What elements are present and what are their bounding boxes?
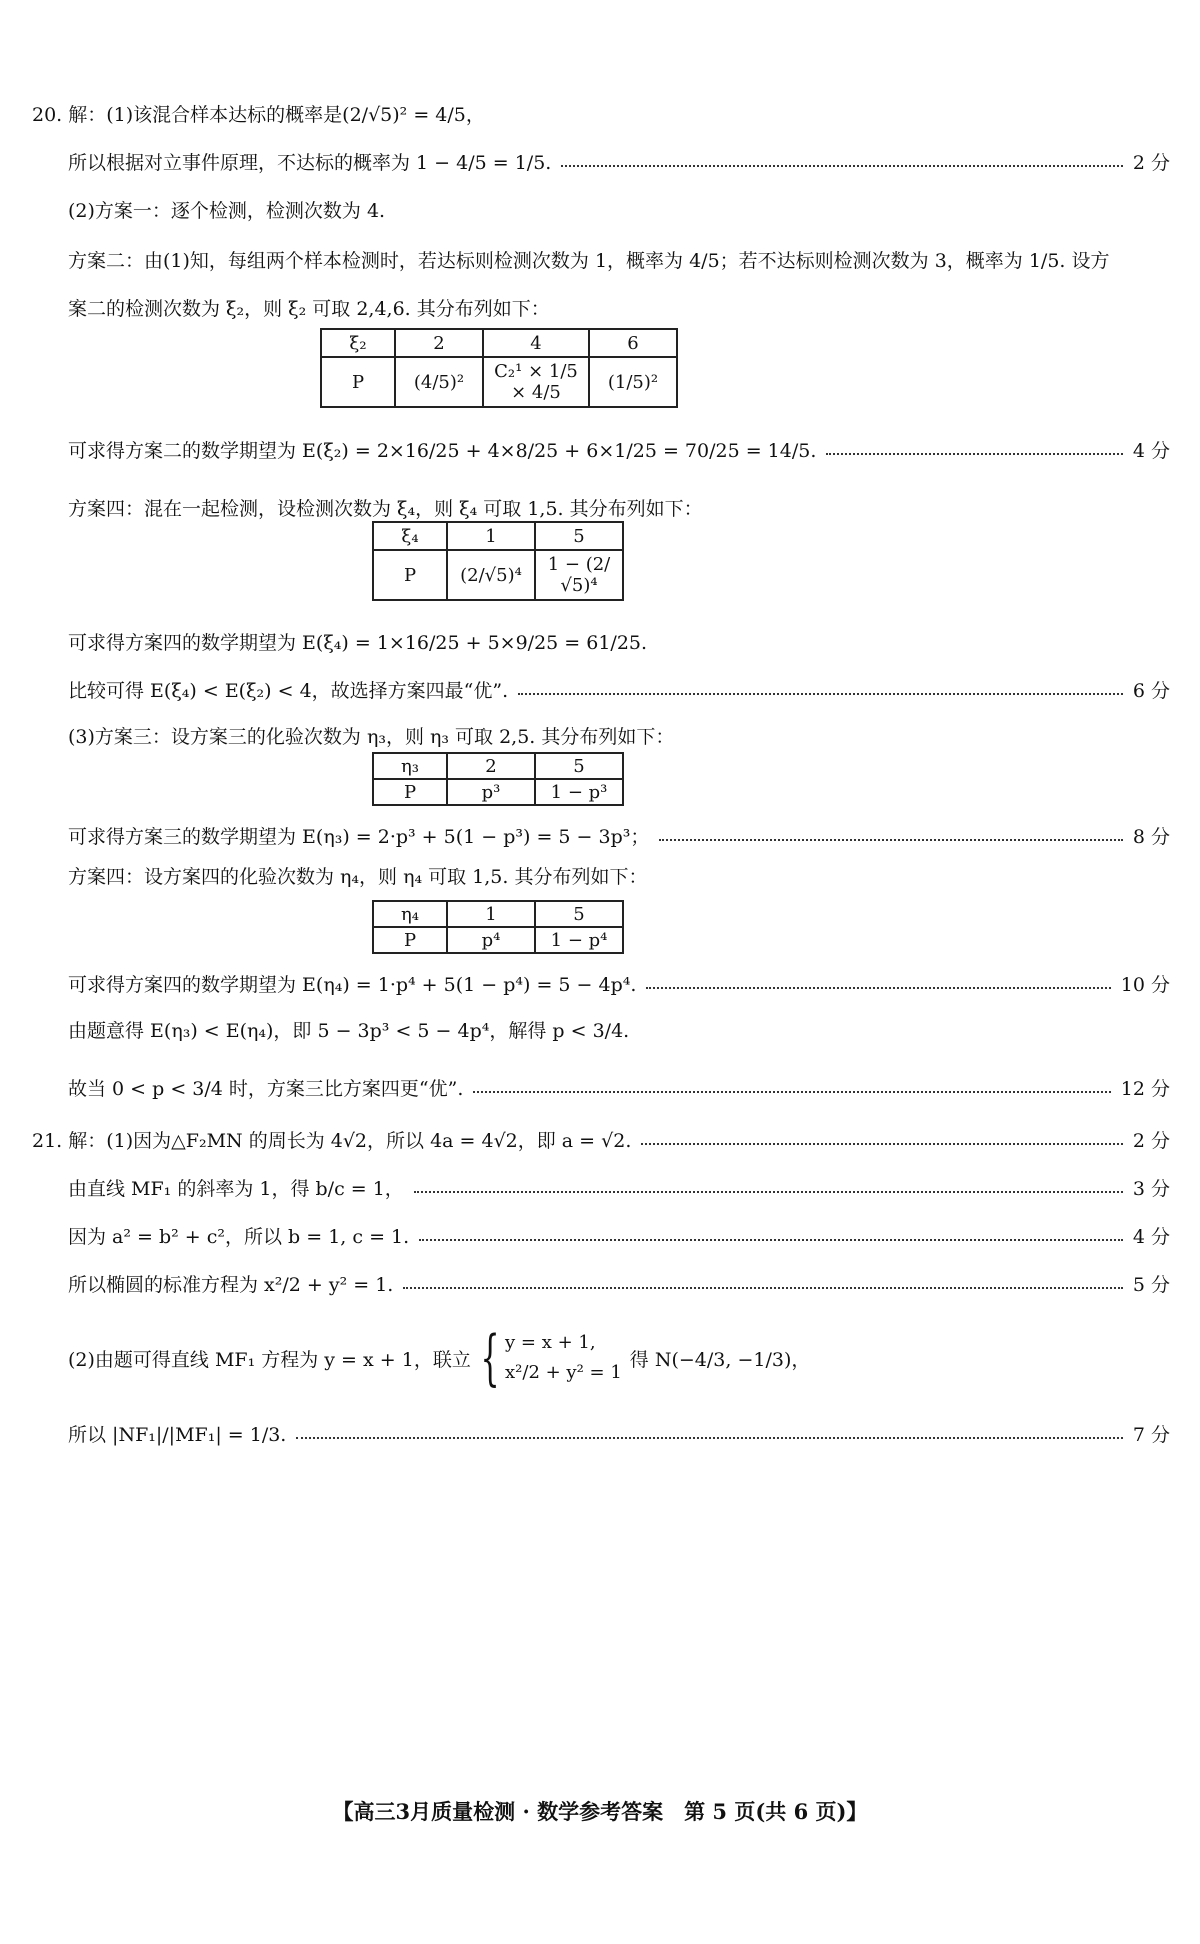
dot-leader	[826, 453, 1122, 455]
table-cell: 1 − (2/√5)⁴	[535, 550, 623, 600]
system-eq1: y = x + 1,	[505, 1332, 596, 1353]
line-plan1	[68, 196, 1170, 223]
dot-leader	[561, 165, 1123, 167]
dot-leader	[296, 1437, 1123, 1439]
line-plan3-intro	[68, 722, 1170, 749]
line-text: 由题意得 E(η₃) < E(η₄)，即 5 − 3p³ < 5 − 4p⁴，解得 p < 3/4.	[68, 1020, 630, 1042]
line-text: (2)方案一：逐个检测，检测次数为 4.	[68, 200, 386, 222]
table-cell: P	[373, 779, 447, 805]
line-plan2-expectation	[68, 436, 1170, 463]
line-plan4-eta4-expectation	[68, 970, 1170, 997]
brace-glyph: {	[480, 1323, 500, 1393]
dot-leader	[641, 1143, 1122, 1145]
line-bc-values	[68, 1222, 1170, 1249]
line-text: 案二的检测次数为 ξ₂，则 ξ₂ 可取 2,4,6. 其分布列如下：	[68, 298, 550, 320]
table-cell: (2/√5)⁴	[447, 550, 535, 600]
table-cell: 1	[447, 522, 535, 550]
line-text: 可求得方案二的数学期望为 E(ξ₂) = 2×16/25 + 4×8/25 + 6×1/25 = 70/25 = 14/5.	[68, 440, 817, 462]
line-comparison	[68, 676, 1170, 703]
table-cell: C₂¹ × 1/5 × 4/5	[483, 357, 589, 407]
table-cell: 5	[535, 753, 623, 779]
table-cell: P	[321, 357, 395, 407]
table-cell: η₃	[373, 753, 447, 779]
line-text: (2)由题可得直线 MF₁ 方程为 y = x + 1，联立	[68, 1348, 471, 1371]
score-label: 4 分	[1132, 440, 1170, 462]
table-cell: 6	[589, 329, 677, 357]
score-label: 5 分	[1132, 1274, 1170, 1296]
line-text: 可求得方案四的数学期望为 E(ξ₄) = 1×16/25 + 5×9/25 = 61/25.	[68, 632, 648, 654]
distribution-table-xi4	[372, 521, 624, 601]
line-text: 21. 解：(1)因为△F₂MN 的周长为 4√2，所以 4a = 4√2，即 a = √2.	[32, 1130, 632, 1152]
table-cell: (1/5)²	[589, 357, 677, 407]
table-cell: P	[373, 550, 447, 600]
score-label: 2 分	[1132, 1130, 1170, 1152]
system-eq2: x²/2 + y² = 1	[505, 1362, 622, 1383]
line-text: 所以椭圆的标准方程为 x²/2 + y² = 1.	[68, 1274, 394, 1296]
line-text: 方案二：由(1)知，每组两个样本检测时，若达标则检测次数为 1，概率为 4/5；若不达标则检测次数为 3，概率为 1/5. 设方	[68, 250, 1110, 272]
line-text: 故当 0 < p < 3/4 时，方案三比方案四更“优”.	[68, 1078, 464, 1100]
line-text: 因为 a² = b² + c²，所以 b = 1, c = 1.	[68, 1226, 410, 1248]
line-text: 方案四：混在一起检测，设检测次数为 ξ₄，则 ξ₄ 可取 1,5. 其分布列如下：	[68, 498, 703, 520]
table-cell: (4/5)²	[395, 357, 483, 407]
line-q21-part1	[32, 1126, 1170, 1153]
line-text: 比较可得 E(ξ₄) < E(ξ₂) < 4，故选择方案四最“优”.	[68, 680, 509, 702]
table-cell: η₄	[373, 901, 447, 927]
score-label: 6 分	[1132, 680, 1170, 702]
line-plan4-expectation	[68, 628, 1170, 655]
line-q20-part1	[32, 100, 1170, 127]
dot-leader	[414, 1191, 1123, 1193]
table-cell: P	[373, 927, 447, 953]
distribution-table-xi2	[320, 328, 678, 408]
line-text: 20. 解：(1)该混合样本达标的概率是(2/√5)² = 4/5，	[32, 104, 485, 126]
line-ellipse-equation	[68, 1270, 1170, 1297]
line-text: (3)方案三：设方案三的化验次数为 η₃，则 η₃ 可取 2,5. 其分布列如下：	[68, 726, 675, 748]
line-text: 可求得方案三的数学期望为 E(η₃) = 2·p³ + 5(1 − p³) = 5 − 3p³；	[68, 826, 650, 848]
page-footer: 【高三3月质量检测 · 数学参考答案 第 5 页(共 6 页)】	[332, 1799, 868, 1824]
line-ratio	[68, 1420, 1170, 1447]
dot-leader	[473, 1091, 1110, 1093]
score-label: 7 分	[1132, 1424, 1170, 1446]
table-cell: 1 − p³	[535, 779, 623, 805]
equation-system	[471, 1323, 622, 1393]
line-text: 可求得方案四的数学期望为 E(η₄) = 1·p⁴ + 5(1 − p⁴) = 5 − 4p⁴.	[68, 974, 637, 996]
table-cell: 2	[395, 329, 483, 357]
table-cell: 5	[535, 522, 623, 550]
table-cell: 1	[447, 901, 535, 927]
line-text: 方案四：设方案四的化验次数为 η₄，则 η₄ 可取 1,5. 其分布列如下：	[68, 866, 648, 888]
line-text: 所以 |NF₁|/|MF₁| = 1/3.	[68, 1424, 287, 1446]
line-plan3-expectation	[68, 822, 1170, 849]
table-cell: p⁴	[447, 927, 535, 953]
dot-leader	[419, 1239, 1123, 1241]
line-q20-complement	[68, 148, 1170, 175]
table-cell: p³	[447, 779, 535, 805]
table-cell: ξ₄	[373, 522, 447, 550]
dot-leader	[518, 693, 1123, 695]
dot-leader	[646, 987, 1110, 989]
score-label: 8 分	[1132, 826, 1170, 848]
line-text: 由直线 MF₁ 的斜率为 1，得 b/c = 1，	[68, 1178, 404, 1200]
line-plan4-eta4-intro	[68, 862, 1170, 889]
line-plan2-intro	[68, 246, 1170, 273]
line-slope	[68, 1174, 1170, 1201]
table-cell: 5	[535, 901, 623, 927]
line-conclusion	[68, 1074, 1170, 1101]
score-label: 10 分	[1120, 974, 1170, 996]
table-cell: 2	[447, 753, 535, 779]
distribution-table-eta3	[372, 752, 624, 806]
score-label: 12 分	[1120, 1078, 1170, 1100]
score-label: 3 分	[1132, 1178, 1170, 1200]
line-plan4-intro	[68, 494, 1170, 521]
line-inequality	[68, 1016, 1170, 1043]
line-text: 得 N(−4/3, −1/3)，	[629, 1348, 811, 1371]
dot-leader	[659, 839, 1122, 841]
line-plan2-xi2	[68, 294, 1170, 321]
score-label: 4 分	[1132, 1226, 1170, 1248]
distribution-table-eta4	[372, 900, 624, 954]
table-cell: 4	[483, 329, 589, 357]
table-cell: 1 − p⁴	[535, 927, 623, 953]
table-cell: ξ₂	[321, 329, 395, 357]
dot-leader	[403, 1287, 1123, 1289]
line-text: 所以根据对立事件原理，不达标的概率为 1 − 4/5 = 1/5.	[68, 152, 552, 174]
score-label: 2 分	[1132, 152, 1170, 174]
line-q21-part2	[68, 1323, 1170, 1393]
